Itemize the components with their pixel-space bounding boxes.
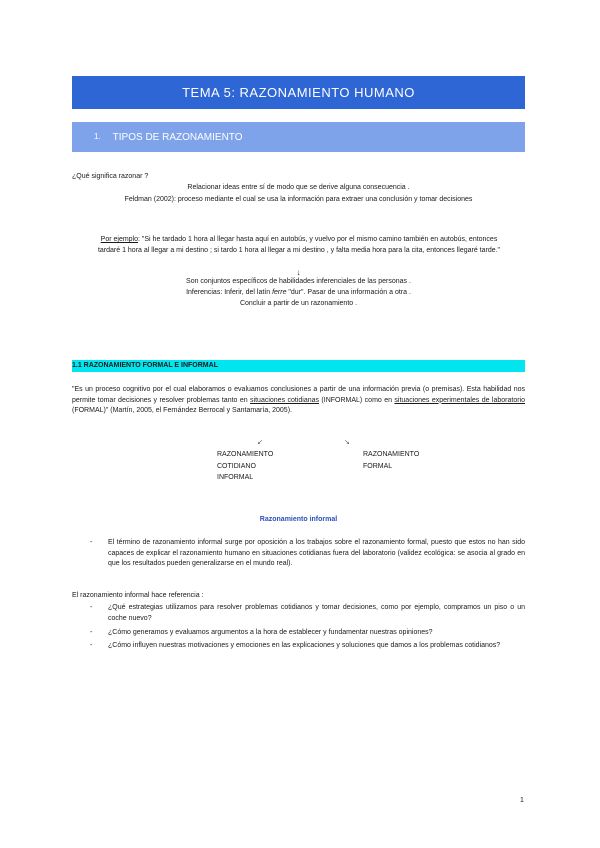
example-line-2-italic: ferre — [272, 289, 287, 296]
bullet-dash: - — [90, 629, 93, 636]
bullet-dash: - — [90, 604, 93, 611]
arrow-down-right-icon: ↘ — [344, 439, 350, 446]
section-heading — [72, 122, 525, 152]
list-item-text: ¿Cómo generamos y evaluamos argumentos a la hora de establecer y fundamentar nuestras opiniones? — [108, 629, 433, 636]
arrow-down-left-icon: ↙ — [257, 439, 263, 446]
list-item — [90, 538, 525, 570]
example-line-2-part-b: "dur". Pasar de una información a otra . — [286, 289, 411, 296]
page-number: 1 — [520, 797, 524, 804]
subsection-heading — [72, 360, 525, 372]
paragraph-underlined-2: situaciones experimentales de laboratorio — [394, 396, 525, 404]
subsection-paragraph — [72, 385, 525, 417]
section-number: 1. — [94, 132, 101, 141]
paragraph-part-b: (INFORMAL) como en — [319, 396, 395, 404]
section-title: TIPOS DE RAZONAMIENTO — [112, 131, 243, 143]
column-label: INFORMAL — [217, 474, 254, 481]
example-line-1: Son conjuntos específicos de habilidades inferenciales de las personas . — [186, 278, 411, 285]
column-label: RAZONAMIENTO — [217, 451, 274, 458]
column-label: RAZONAMIENTO — [363, 451, 420, 458]
bullet-dash: - — [90, 642, 93, 649]
intro-definition-2: Feldman (2002): proceso mediante el cual se usa la información para extraer una conclusión y tomar decisiones — [124, 196, 473, 203]
page-title-text: TEMA 5: RAZONAMIENTO HUMANO — [182, 84, 415, 100]
list-item-text: ¿Qué estrategias utilizamos para resolver problemas cotidianos y tomar decisiones, como por ejemplo, compramos un piso o un coche nuevo? — [108, 604, 525, 622]
page-title — [72, 76, 525, 109]
paragraph-underlined-1: situaciones cotidianas — [250, 396, 320, 404]
column-label: FORMAL — [363, 462, 393, 470]
list-item-text: ¿Cómo influyen nuestras motivaciones y emociones en las explicaciones y soluciones que damos a los problemas cotidianos? — [108, 642, 501, 649]
informal-reasoning-column — [217, 450, 273, 485]
example-label: Por ejemplo — [100, 236, 139, 243]
example-paragraph — [90, 235, 508, 256]
list-item — [90, 628, 525, 639]
column-label: COTIDIANO — [217, 462, 256, 470]
list-item-text: El término de razonamiento informal surge por oposición a los trabajos sobre el razonamiento formal, puesto que estos no han sido capaces de explicar el razonamiento humano en situaciones cotidianas fuera del laboratorio (validez ecológica: se asocia al grado en que los resultados pueden generalizarse en el mundo real). — [108, 539, 525, 567]
example-line-2-part-a: Inferencias: Inferir, del latín — [186, 289, 273, 296]
intro-question: ¿Qué significa razonar ? — [72, 173, 149, 180]
list-item — [90, 641, 525, 652]
informal-reasoning-title: Razonamiento informal — [259, 516, 338, 523]
example-line-3: Concluir a partir de un razonamiento . — [239, 300, 358, 307]
example-line-2 — [72, 288, 525, 299]
paragraph-part-a: "Es un proceso cognitivo por el cual elaboramos o evaluamos conclusiones a partir de una información previa (o premisas). Esta habilidad nos permite tomar decisiones y resolver problemas tanto en — [72, 386, 525, 404]
list-item — [90, 603, 525, 624]
subsection-title: 1.1 RAZONAMIENTO FORMAL E INFORMAL — [72, 362, 218, 369]
arrow-down-icon: ↓ — [296, 268, 301, 277]
paragraph-part-c: (FORMAL)" (Martín, 2005, el Fernández Berrocal y Santamaría, 2005). — [72, 407, 292, 414]
refers-intro: El razonamiento informal hace referencia : — [72, 592, 204, 599]
bullet-dash: - — [90, 539, 93, 546]
formal-reasoning-column — [363, 450, 419, 473]
intro-definition-1: Relacionar ideas entre sí de modo que se derive alguna consecuencia . — [187, 184, 410, 191]
example-text: : "Si he tardado 1 hora al llegar hasta aquí en autobús, y vuelvo por el mismo camino también en autobús, entonces tardaré 1 hora al llegar a mi destino ; si tardo 1 hora al llegar a mi destino , y falta media hora para la cita, entonces llegaré tarde." — [97, 236, 501, 254]
